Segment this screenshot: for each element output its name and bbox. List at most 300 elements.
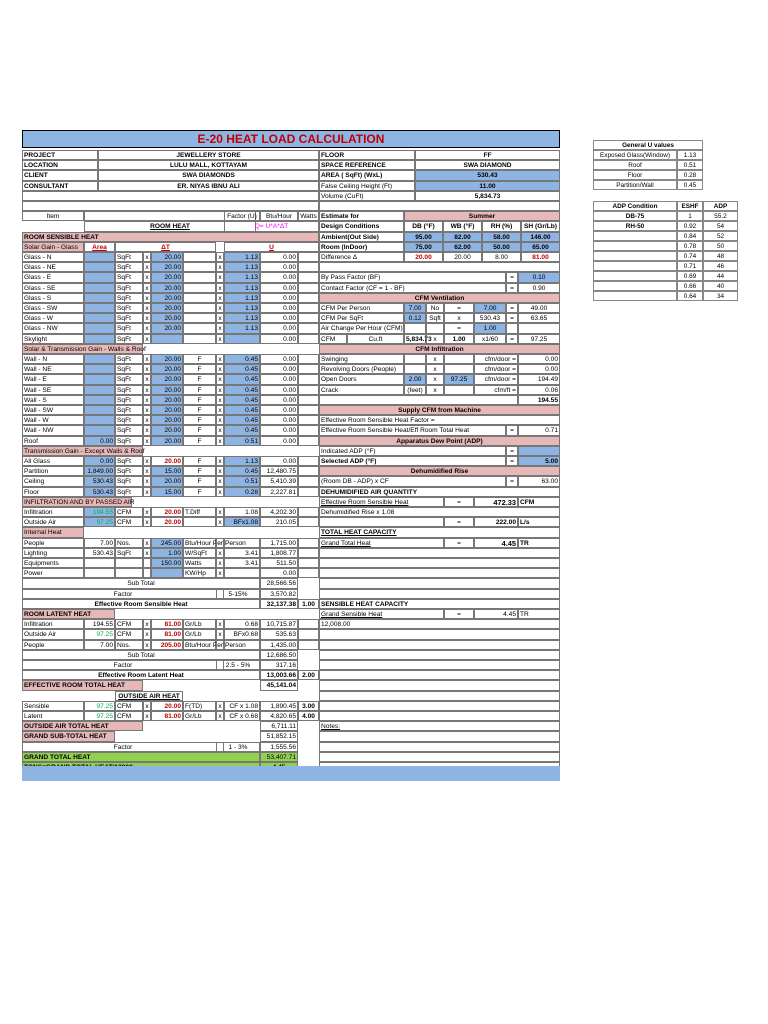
btu-value: 1,890.45 <box>260 701 298 711</box>
area-value: 97.25 <box>84 629 115 639</box>
vent-label: CFM Per SqFt <box>319 313 404 323</box>
equals: = <box>506 313 518 323</box>
bypass-value: 0.90 <box>518 283 560 293</box>
daq-title: DEHUMIDIFIED AIR QUANTITY <box>319 487 560 497</box>
unit-label: F <box>183 405 216 415</box>
u-value: 0.45 <box>224 425 260 435</box>
unit-label: SqFt <box>115 405 143 415</box>
u-value: 0.51 <box>224 436 260 446</box>
btu-header: Btu/Hour <box>260 211 298 221</box>
item-label: Wall - SE <box>22 385 84 395</box>
vent-unit: Cu.ft <box>347 334 404 344</box>
unit-label: F <box>183 385 216 395</box>
delta-value: 20.00 <box>151 303 183 313</box>
times: x <box>143 262 151 272</box>
delta-value: 81.00 <box>151 629 183 639</box>
project-label: CLIENT <box>22 170 98 180</box>
infiltration-label: Revolving Doors (People) <box>319 364 404 374</box>
delta-value: 1.00 <box>151 548 183 558</box>
adp-table-eshf: 1 <box>677 211 703 221</box>
times: x <box>216 252 224 262</box>
u-value: 1.13 <box>224 252 260 262</box>
item-label: People <box>22 640 84 650</box>
area-value <box>84 303 115 313</box>
btu-value: 5,410.39 <box>260 476 298 486</box>
watts-value <box>298 374 319 384</box>
watts-value <box>298 548 319 558</box>
spacer <box>22 201 319 211</box>
spacer <box>319 701 560 711</box>
unit-label: SqFt <box>115 262 143 272</box>
adp-table-eshf: 0.66 <box>677 281 703 291</box>
times: x <box>143 517 151 527</box>
infiltration-cfm <box>444 354 474 364</box>
adp-table-adp: 44 <box>703 271 738 281</box>
sub-total-value: 28,566.56 <box>260 578 298 588</box>
item-label: Ceiling <box>22 476 84 486</box>
unit-label: T.Diff <box>183 507 216 517</box>
item-label: Wall - NW <box>22 425 84 435</box>
delta-value: 20.00 <box>151 313 183 323</box>
unit-label: F <box>183 456 216 466</box>
times <box>216 640 224 650</box>
adp-selected: Selected ADP (°F) <box>319 456 506 466</box>
unit-label <box>183 313 216 323</box>
u-value: 3.41 <box>224 548 260 558</box>
operator: x <box>426 374 444 384</box>
times <box>216 538 224 548</box>
btu-value: 0.00 <box>260 303 298 313</box>
unit-label: SqFt <box>115 364 143 374</box>
watts-value <box>298 425 319 435</box>
section-rlh: ROOM LATENT HEAT <box>22 609 115 619</box>
unit-label: SqFt <box>115 303 143 313</box>
btu-value: 1,715.00 <box>260 538 298 548</box>
item-label: Glass - NW <box>22 323 84 333</box>
factor-value: 1,555.56 <box>260 742 298 752</box>
spacer <box>319 691 560 701</box>
times: x <box>143 293 151 303</box>
adp-table-eshf: 0.74 <box>677 251 703 261</box>
btu-value: 4,202.30 <box>260 507 298 517</box>
btu-value: 0.00 <box>260 385 298 395</box>
delta-value: 81.00 <box>151 711 183 721</box>
erlh-value: 13,003.66 <box>260 670 298 680</box>
u-value: 0.45 <box>224 395 260 405</box>
dehum-line: (Room DB - ADP) x CF <box>319 476 506 486</box>
area-value <box>84 415 115 425</box>
times: x <box>143 364 151 374</box>
project-value: JEWELLERY STORE <box>98 150 319 160</box>
item-label: Wall - E <box>22 374 84 384</box>
design-conditions-label: Design Conditions <box>319 221 404 231</box>
watts-value: 3.00 <box>298 701 319 711</box>
vent-value <box>404 323 426 333</box>
space-value: 11.00 <box>415 181 560 191</box>
spacer <box>319 660 560 670</box>
times: x <box>143 640 151 650</box>
times: x <box>216 374 224 384</box>
u-value <box>224 640 260 650</box>
supply-line: Effective Room Sensible Heat/Eff Room Total Heat <box>319 425 506 435</box>
delta-value: 20.00 <box>151 425 183 435</box>
supply-line: Effective Room Sensible Heat Factor = <box>319 415 560 425</box>
unit-label: Nos. <box>115 640 143 650</box>
factor-label: Factor <box>22 742 224 752</box>
spacer <box>319 752 560 762</box>
item-label: Glass - NE <box>22 262 84 272</box>
sub-total-label: Sub Total <box>22 578 260 588</box>
u-value: 3.41 <box>224 558 260 568</box>
equals: = <box>506 456 518 466</box>
operator: x <box>426 354 444 364</box>
watts-value <box>298 640 319 650</box>
unit-label: SqFt <box>115 354 143 364</box>
item-label: Equipments <box>22 558 84 568</box>
unit-label: Watts <box>183 558 216 568</box>
watts-value <box>298 293 319 303</box>
u-header: U <box>224 242 319 252</box>
space-label: FLOOR <box>319 150 415 160</box>
design-value: 75.00 <box>404 242 443 252</box>
area-value <box>84 558 115 568</box>
unit-label: CFM <box>115 507 143 517</box>
adp-table-condition: RH-50 <box>593 221 677 231</box>
design-value: 65.00 <box>521 242 560 252</box>
delta-value: 20.00 <box>151 283 183 293</box>
u-value <box>224 538 260 548</box>
times: x <box>216 436 224 446</box>
delta-value: 20.00 <box>151 293 183 303</box>
times: x <box>216 701 224 711</box>
watts-value <box>298 323 319 333</box>
u-value-number: 0.28 <box>677 170 703 180</box>
equals: = <box>506 283 518 293</box>
design-value: 62.00 <box>443 242 482 252</box>
btu-value: 12,480.75 <box>260 466 298 476</box>
spacer <box>319 650 560 660</box>
shc-value: 4.45 <box>474 609 518 619</box>
unit-label: SqFt <box>115 466 143 476</box>
times: x <box>143 711 151 721</box>
estimate-label: Estimate for <box>319 211 404 221</box>
times: x <box>143 283 151 293</box>
btu-value: 0.00 <box>260 252 298 262</box>
spacer <box>319 201 560 211</box>
delta-value: 20.00 <box>151 395 183 405</box>
unit-label <box>183 334 216 344</box>
unit-label: SqFt <box>115 436 143 446</box>
times: x <box>216 619 224 629</box>
vent-unit: No <box>426 303 444 313</box>
equals: = <box>444 538 474 548</box>
space-value: FF <box>415 150 560 160</box>
infiltration-unit: cfm/door = <box>474 374 518 384</box>
u-value: 0.45 <box>224 415 260 425</box>
vent-label: Air Change Per Hour (CFM) <box>321 325 403 333</box>
erlh-index: 2.00 <box>298 670 319 680</box>
btu-value: 0.00 <box>260 374 298 384</box>
u-value: 1.13 <box>224 262 260 272</box>
unit-label: CFM <box>115 711 143 721</box>
unit-label: CFM <box>115 619 143 629</box>
spacer <box>319 578 560 588</box>
item-label: People <box>22 538 84 548</box>
gth-value: 53,407.71 <box>260 752 298 762</box>
adp-indicated-value <box>518 446 560 456</box>
equals <box>506 323 518 333</box>
infiltration-count <box>404 364 426 374</box>
sub-total-label: Sub Total <box>22 650 260 660</box>
vent-result <box>518 323 560 333</box>
spacer <box>319 670 560 680</box>
design-column-header: DB (°F) <box>404 221 443 231</box>
unit-label: F <box>183 364 216 374</box>
vent-value: 7.00 <box>474 303 506 313</box>
section-internal: Internal Heat <box>22 527 84 537</box>
formula-header: Q= U*A*ΔT <box>224 221 319 231</box>
area-value <box>84 568 115 578</box>
ersh-value: 32,137.38 <box>260 599 298 609</box>
thc-value: 4.45 <box>474 538 518 548</box>
adp-table-eshf: 0.92 <box>677 221 703 231</box>
item-label: Sensible <box>22 701 84 711</box>
adp-table-condition <box>593 251 677 261</box>
unit-label: SqFt <box>115 476 143 486</box>
unit-label: Btu/Hour Per Person <box>185 539 246 547</box>
daq-rise: Dehumidified Rise x 1.08 <box>319 507 560 517</box>
btu-value: 0.00 <box>260 293 298 303</box>
times: x <box>143 252 151 262</box>
times: x <box>143 303 151 313</box>
equals: = <box>444 609 474 619</box>
unit-label: KW/Hp <box>183 568 216 578</box>
btu-value: 0.00 <box>260 425 298 435</box>
spacer <box>319 558 560 568</box>
watts-value <box>298 619 319 629</box>
factor-label: Factor <box>22 660 224 670</box>
times: x <box>143 334 151 344</box>
delta-header: ΔT <box>115 242 216 252</box>
equals: = <box>506 303 518 313</box>
equals: = <box>444 517 474 527</box>
area-value <box>84 323 115 333</box>
equals: = <box>506 446 518 456</box>
delta-value <box>151 568 183 578</box>
times: x <box>216 354 224 364</box>
equals: = <box>506 425 518 435</box>
times: x <box>216 466 224 476</box>
unit-label: W/SqFt <box>183 548 216 558</box>
adp-title: Apparatus Dew Point (ADP) <box>319 436 560 446</box>
watts-value <box>298 415 319 425</box>
watts-value <box>298 538 319 548</box>
u-value: CF x 1.08 <box>224 701 260 711</box>
dehum-value: 63.00 <box>518 476 560 486</box>
design-value: 146.00 <box>521 232 560 242</box>
u-value-number: 0.45 <box>677 180 703 190</box>
unit-label: SqFt <box>115 334 143 344</box>
u-value-label: Floor <box>593 170 677 180</box>
times: x <box>216 395 224 405</box>
equals: = <box>506 476 518 486</box>
infiltration-cfm <box>444 385 474 395</box>
times: x <box>143 313 151 323</box>
times: x <box>143 272 151 282</box>
infiltration-count <box>404 354 426 364</box>
unit-label <box>183 517 216 527</box>
btu-value: 10,715.87 <box>260 619 298 629</box>
item-label: Wall - SW <box>22 405 84 415</box>
factor-percent: 2.5 - 5% <box>216 660 260 670</box>
item-label: Wall - W <box>22 415 84 425</box>
unit-label <box>183 323 216 333</box>
design-value: 95.00 <box>404 232 443 242</box>
delta-value: 20.00 <box>151 354 183 364</box>
unit-label: SqFt <box>115 252 143 262</box>
project-value: LULU MALL, KOTTAYAM <box>98 160 319 170</box>
delta-value: 20.00 <box>151 272 183 282</box>
times: x <box>143 456 151 466</box>
daq-cfm-value: 472.33 <box>474 497 518 507</box>
area-value: 194.55 <box>84 619 115 629</box>
btu-value: 0.00 <box>260 436 298 446</box>
delta-value: 20.00 <box>151 476 183 486</box>
watts-value <box>298 558 319 568</box>
adp-table-eshf: 0.84 <box>677 231 703 241</box>
btu-value: 0.00 <box>260 262 298 272</box>
adp-table-eshf: 0.78 <box>677 241 703 251</box>
area-header: Area <box>84 242 115 252</box>
item-label: Infiltration <box>22 507 84 517</box>
u-value-number: 0.51 <box>677 160 703 170</box>
times: x <box>216 456 224 466</box>
unit-label: SqFt <box>115 456 143 466</box>
unit-label: SqFt <box>115 374 143 384</box>
item-label: Roof <box>22 436 84 446</box>
operator: = <box>444 323 474 333</box>
adp-table-condition <box>593 271 677 281</box>
sheet-title: E-20 HEAT LOAD CALCULATION <box>22 130 560 148</box>
vent-value: 1.00 <box>474 323 506 333</box>
unit-label: SqFt <box>115 293 143 303</box>
vent-result: 97.25 <box>518 334 560 344</box>
area-value <box>84 405 115 415</box>
adp-table-adp: 46 <box>703 261 738 271</box>
factor-label: Factor <box>22 589 224 599</box>
shc-gsh: Grand Sensible Heat <box>319 609 444 619</box>
area-value <box>84 354 115 364</box>
ersh-label: Effective Room Sensible Heat <box>22 599 260 609</box>
u-value: 1.13 <box>224 283 260 293</box>
watts-value <box>298 303 319 313</box>
adp-table-condition <box>593 231 677 241</box>
times <box>143 568 151 578</box>
unit-label: F <box>183 466 216 476</box>
delta-value: 20.00 <box>151 701 183 711</box>
infiltration-unit: cfm/ft = <box>474 385 518 395</box>
times: x <box>216 415 224 425</box>
times: x <box>216 711 224 721</box>
section-rsh: ROOM SENSIBLE HEAT <box>22 232 319 242</box>
item-label: Glass - E <box>22 272 84 282</box>
btu-value: 210.05 <box>260 517 298 527</box>
u-values-title: General U values <box>593 140 703 150</box>
btu-value: 4,820.65 <box>260 711 298 721</box>
area-value <box>84 425 115 435</box>
spacer <box>319 731 560 741</box>
delta-value: 81.00 <box>151 619 183 629</box>
equals: = <box>506 334 518 344</box>
factor-value: 317.16 <box>260 660 298 670</box>
item-label: Partition <box>22 466 84 476</box>
area-value: 7.00 <box>84 538 115 548</box>
watts-value <box>298 395 319 405</box>
u-value <box>224 568 260 578</box>
operator: x <box>426 334 444 344</box>
times: x <box>216 293 224 303</box>
erth-value: 45,141.04 <box>260 680 298 690</box>
area-value: 0.00 <box>84 456 115 466</box>
vent-unit: Sqft <box>426 313 444 323</box>
times: x <box>216 364 224 374</box>
times: x <box>143 507 151 517</box>
watts-value <box>298 252 319 262</box>
supply-value: 0.71 <box>518 425 560 435</box>
area-value <box>84 313 115 323</box>
operator: = <box>444 303 474 313</box>
times: x <box>143 405 151 415</box>
watts-header: Watts <box>298 211 319 221</box>
space-label: False Ceiling Height (Ft) <box>319 181 415 191</box>
unit-label: Btu/Hour Per Person <box>185 641 246 649</box>
infiltration-title: CFM Infiltration <box>319 344 560 354</box>
unit-label: Gr/Lb <box>183 619 216 629</box>
delta-value: 20.00 <box>151 323 183 333</box>
btu-value: 0.00 <box>260 364 298 374</box>
times: x <box>143 395 151 405</box>
item-label: Lighting <box>22 548 84 558</box>
times: x <box>216 507 224 517</box>
unit-label: SqFt <box>115 395 143 405</box>
item-label: Power <box>22 568 84 578</box>
spacer <box>319 742 560 752</box>
watts-value <box>298 354 319 364</box>
design-row-label: Room (InDoor) <box>319 242 404 252</box>
watts-value <box>298 466 319 476</box>
gth-label: GRAND TOTAL HEAT <box>22 752 260 762</box>
design-value: 81.00 <box>521 252 560 262</box>
gsth-label: GRAND SUB-TOTAL HEAT <box>22 731 115 741</box>
design-value: 50.00 <box>482 242 521 252</box>
times <box>143 558 151 568</box>
design-value: 20.00 <box>404 252 443 262</box>
infiltration-count: (feet) <box>404 385 426 395</box>
bypass-label: Contact Factor (CF = 1 - BF) <box>319 283 506 293</box>
delta-value: 15.00 <box>151 466 183 476</box>
season-label: Summer <box>404 211 560 221</box>
times: x <box>216 272 224 282</box>
unit-label: SqFt <box>115 415 143 425</box>
operator: x <box>426 385 444 395</box>
spacer <box>319 589 560 599</box>
design-column-header: RH (%) <box>482 221 521 231</box>
u-value: 0.45 <box>224 374 260 384</box>
unit-label: CFM <box>115 701 143 711</box>
item-label: Infiltration <box>22 619 84 629</box>
times: x <box>216 476 224 486</box>
project-label: CONSULTANT <box>22 181 98 191</box>
